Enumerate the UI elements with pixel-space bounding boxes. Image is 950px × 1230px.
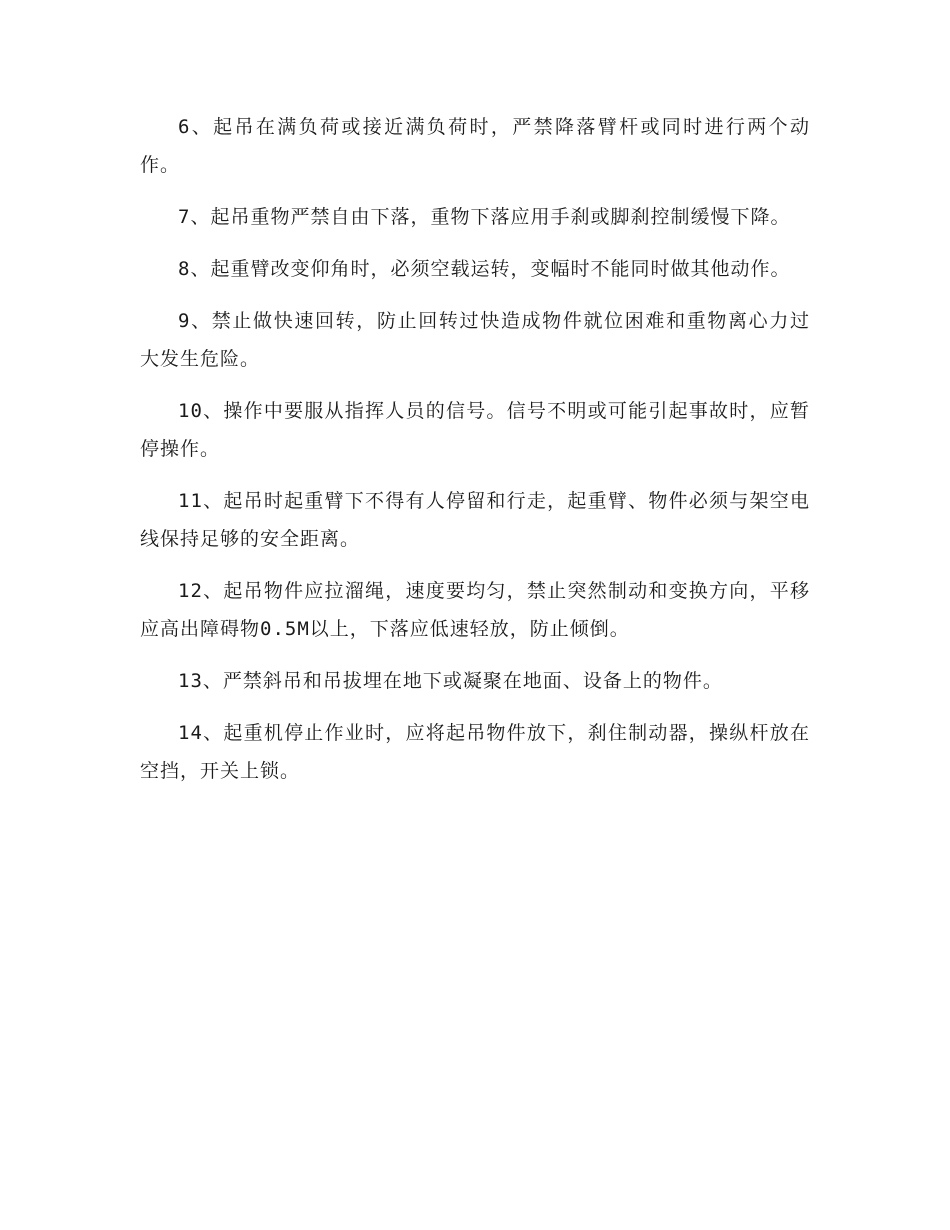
paragraph-14: 14、起重机停止作业时，应将起吊物件放下，刹住制动器，操纵杆放在空挡，开关上锁。 <box>140 722 810 782</box>
document-body <box>140 108 810 804</box>
paragraph-8: 8、起重臂改变仰角时，必须空载运转，变幅时不能同时做其他动作。 <box>178 258 791 280</box>
paragraph-12: 12、起吊物件应拉溜绳，速度要均匀，禁止突然制动和变换方向，平移应高出障碍物0.5M以上，下落应低速轻放，防止倾倒。 <box>140 580 810 640</box>
paragraph-9: 9、禁止做快速回转，防止回转过快造成物件就位困难和重物离心力过大发生危险。 <box>140 310 810 370</box>
paragraph-6: 6、起吊在满负荷或接近满负荷时，严禁降落臂杆或同时进行两个动作。 <box>140 116 810 176</box>
paragraph-10: 10、操作中要服从指挥人员的信号。信号不明或可能引起事故时，应暂停操作。 <box>140 400 810 460</box>
paragraph-7: 7、起吊重物严禁自由下落，重物下落应用手刹或脚刹控制缓慢下降。 <box>178 206 791 228</box>
paragraph-13: 13、严禁斜吊和吊拔埋在地下或凝聚在地面、设备上的物件。 <box>178 670 723 692</box>
paragraph-11: 11、起吊时起重臂下不得有人停留和行走，起重臂、物件必须与架空电线保持足够的安全距离。 <box>140 490 810 550</box>
